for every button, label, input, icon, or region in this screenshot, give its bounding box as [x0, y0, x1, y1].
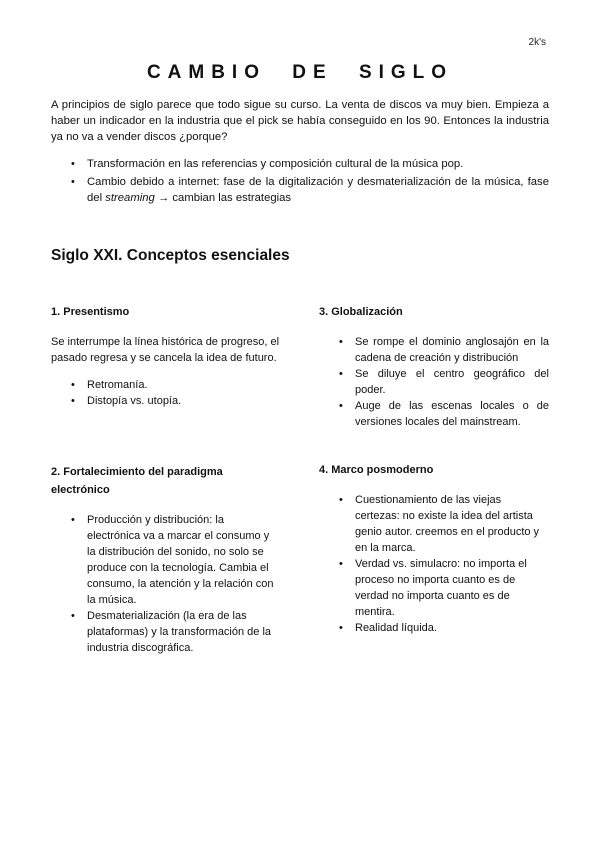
concept-presentismo: [51, 303, 281, 409]
list-item: • Verdad vs. simulacro: no importa el proceso no importa cuanto es de verdad no importa cuanto es de mentira.: [319, 556, 547, 620]
concept-list: [51, 512, 279, 656]
list-item: • Realidad líquida.: [319, 620, 547, 636]
emphasis-text: streaming: [105, 192, 155, 204]
list-item: • Cuestionamiento de las viejas certezas: no existe la idea del artista genio autor. creemos en el producto y en la marca.: [319, 492, 547, 556]
list-item: • Cambio debido a internet: fase de la digitalización y desmaterialización de la música, fase del streaming → cambian las estrategias: [51, 174, 549, 206]
concept-list: [319, 492, 547, 636]
list-item: • Se rompe el dominio anglosajón en la cadena de creación y distribución: [319, 334, 549, 366]
list-item: • Desmaterialización (la era de las plataformas) y la transformación de la industria discográfica.: [51, 608, 279, 656]
list-item: • Retromanía.: [51, 377, 281, 393]
intro-bullet-list: [51, 156, 549, 208]
concept-heading: 3. Globalización: [319, 306, 403, 318]
concept-heading: 4. Marco posmoderno: [319, 464, 434, 476]
concept-list: [51, 377, 281, 409]
list-item: • Distopía vs. utopía.: [51, 393, 281, 409]
list-item: • Se diluye el centro geográfico del poder.: [319, 366, 549, 398]
list-item: • Transformación en las referencias y composición cultural de la música pop.: [51, 156, 549, 172]
concept-list: [319, 334, 549, 430]
concept-globalizacion: [319, 303, 549, 430]
page-title: CAMBIO DE SIGLO: [146, 62, 454, 83]
concept-heading: 2. Fortalecimiento del paradigma electrónico: [51, 466, 223, 496]
concept-marco-posmoderno: [319, 461, 549, 636]
list-item: • Auge de las escenas locales o de versiones locales del mainstream.: [319, 398, 549, 430]
page-corner-note: 2k's: [528, 37, 546, 48]
list-item: • Producción y distribución: la electrónica va a marcar el consumo y la distribución del sonido, no solo se produce con la tecnología. Cambia el consumo, la atención y la relación con la música.: [51, 512, 279, 608]
concept-heading: 1. Presentismo: [51, 306, 130, 318]
section-heading: Siglo XXI. Conceptos esenciales: [51, 247, 290, 264]
concept-paradigma-electronico: [51, 463, 281, 656]
intro-paragraph: A principios de siglo parece que todo sigue su curso. La venta de discos va muy bien. Empieza a haber un indicador en la industria que el pick se había conseguido en los 90. Entonces la industria ya no va a vender discos ¿porque?: [51, 99, 549, 143]
concept-paragraph: Se interrumpe la línea histórica de progreso, el pasado regresa y se cancela la idea de futuro.: [51, 336, 280, 364]
